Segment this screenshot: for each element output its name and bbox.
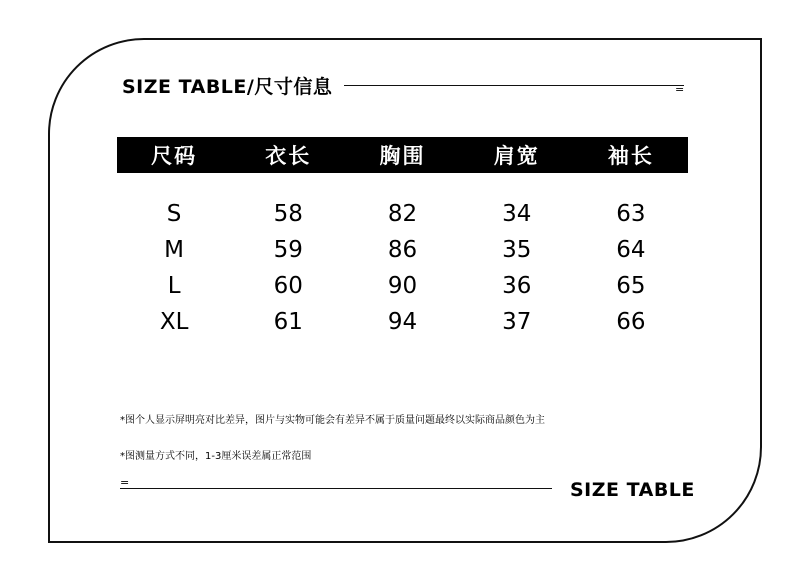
table-cell: 61: [273, 309, 303, 335]
table-cell: M: [164, 237, 185, 263]
table-cell: 86: [387, 237, 418, 263]
table-cell: 35: [502, 237, 532, 263]
table-cell: XL: [159, 309, 189, 335]
page-title: SIZE TABLE/尺寸信息: [122, 76, 333, 98]
table-row: [117, 304, 688, 340]
bottom-divider: [120, 488, 552, 489]
header-size: 尺码: [151, 144, 198, 168]
table-cell: 65: [616, 273, 646, 299]
table-row: [117, 232, 688, 268]
table-cell: S: [166, 201, 182, 227]
display-difference-note: *图个人显示屏明亮对比差异，图片与实物可能会有差异不属于质量问题最终以实际商品颜色为主: [120, 415, 545, 426]
table-row: [117, 268, 688, 304]
table-cell: 60: [273, 273, 303, 299]
table-header: [117, 137, 688, 173]
table-cell: 90: [387, 273, 418, 299]
table-cell: 37: [502, 309, 532, 335]
footer-title: SIZE TABLE: [570, 479, 695, 501]
table-cell: 82: [387, 201, 418, 227]
measurement-note: *图测量方式不同，1-3厘米误差属正常范围: [120, 451, 312, 462]
table-cell: 58: [273, 201, 303, 227]
title-divider: [344, 85, 684, 86]
header-shoulder: 肩宽: [493, 144, 540, 168]
table-cell: 64: [616, 237, 646, 263]
header-sleeve: 袖长: [607, 144, 654, 168]
table-cell: 66: [616, 309, 646, 335]
table-row: [117, 196, 688, 232]
table-cell: 94: [387, 309, 418, 335]
header-length: 衣长: [265, 144, 312, 168]
table-cell: L: [167, 273, 181, 299]
table-cell: 59: [273, 237, 303, 263]
table-cell: 63: [616, 201, 646, 227]
top-mark: =: [675, 83, 685, 96]
header-chest: 胸围: [379, 144, 426, 168]
table-cell: 34: [502, 201, 532, 227]
table-cell: 36: [502, 273, 532, 299]
size-table-body: [117, 196, 688, 340]
bottom-mark: =: [120, 476, 130, 489]
